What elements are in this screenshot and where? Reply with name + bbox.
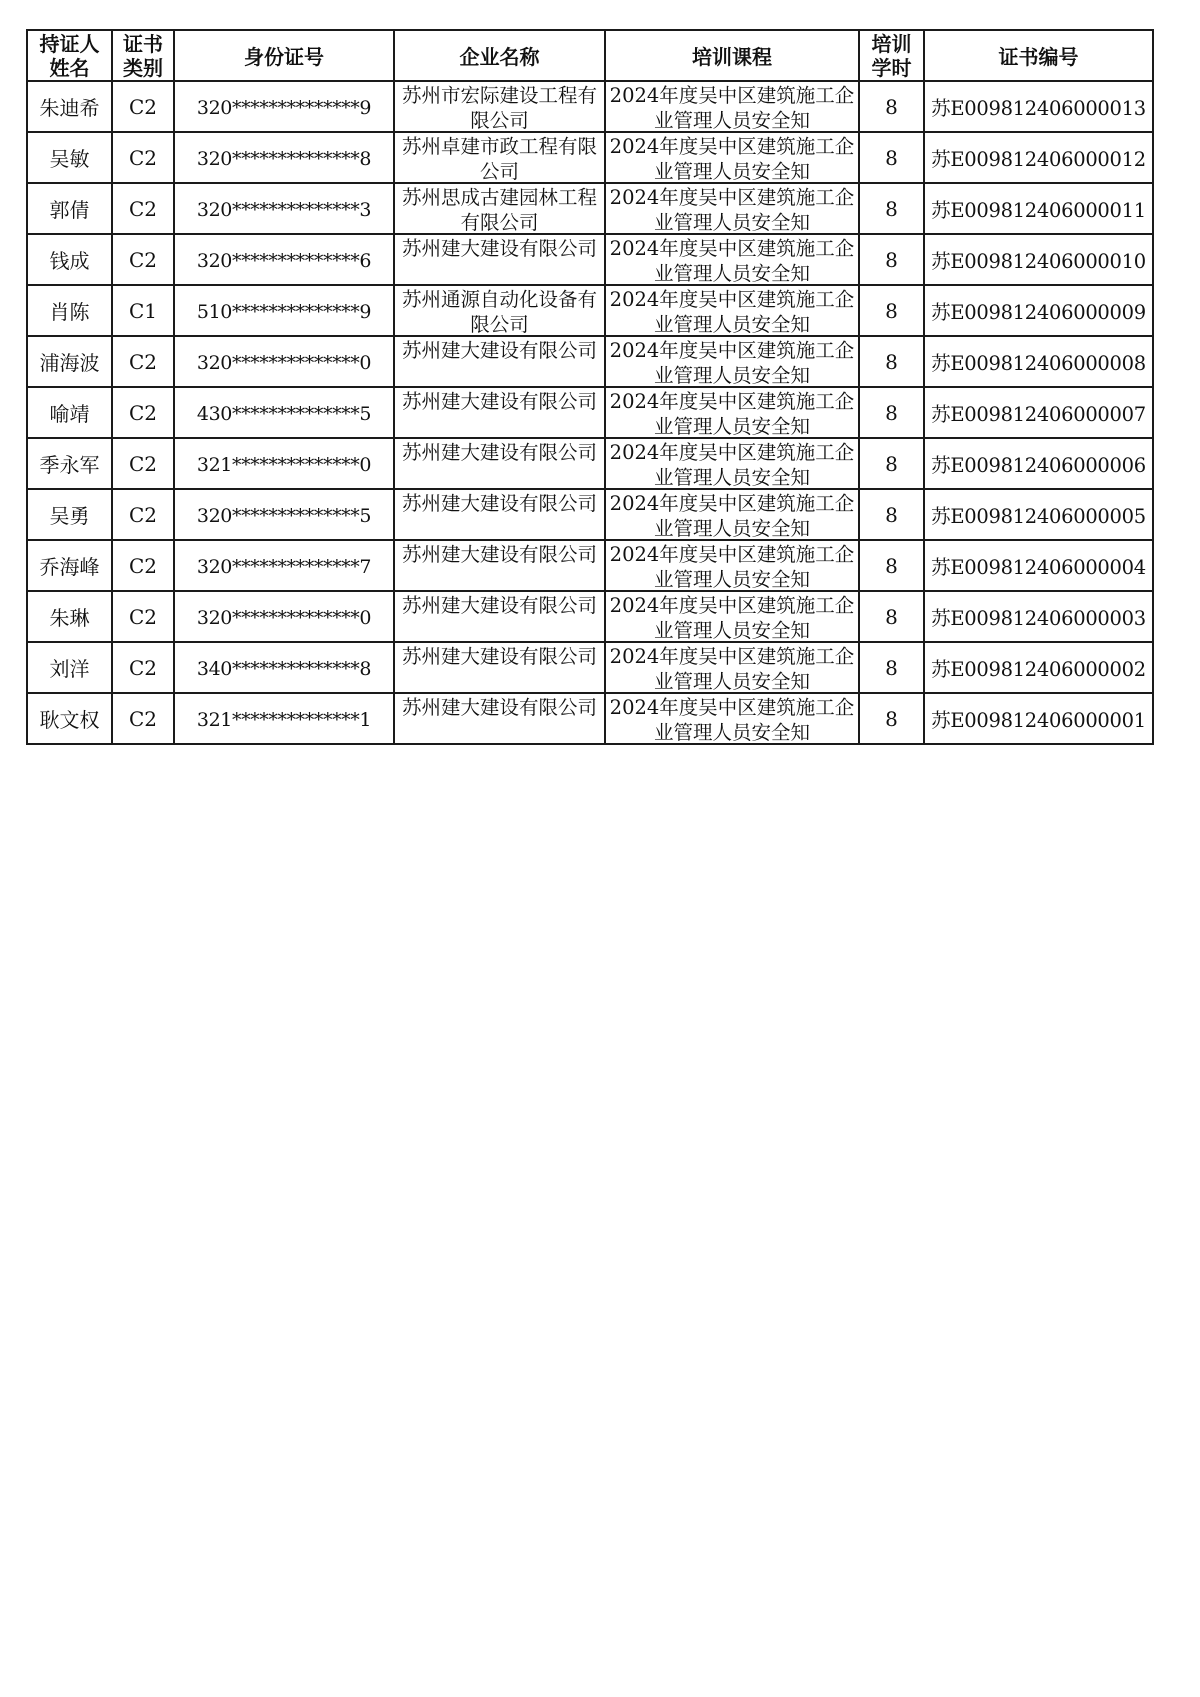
table-row [27, 438, 1153, 489]
cell-holder-name [27, 642, 112, 693]
cell-id-number-text: 320**************0 [196, 351, 372, 374]
cell-course [605, 234, 859, 285]
cell-cert-number-text: 苏E009812406000007 [931, 402, 1146, 426]
cell-course [605, 540, 859, 591]
cell-course [605, 183, 859, 234]
cell-cert-category-text: C2 [128, 196, 158, 221]
cell-id-number-text: 321**************1 [196, 708, 372, 731]
cell-holder-name-text: 朱迪希 [39, 96, 100, 120]
cell-id-number [174, 489, 394, 540]
cell-company [394, 132, 605, 183]
table-row [27, 642, 1153, 693]
header-holder-name-line2: 姓名 [49, 56, 90, 80]
cell-course-text: 2024年度吴中区建筑施工企业管理人员安全知 [609, 186, 855, 232]
cell-holder-name [27, 336, 112, 387]
cell-holder-name-text: 吴敏 [49, 147, 90, 171]
table-row [27, 336, 1153, 387]
cell-holder-name [27, 540, 112, 591]
cell-company-text: 苏州建大建设有限公司 [401, 594, 597, 617]
cell-training-hours-text: 8 [885, 94, 898, 119]
cell-cert-category [112, 387, 174, 438]
cell-id-number-text: 320**************6 [196, 249, 372, 272]
cell-training-hours [859, 81, 924, 132]
cell-course [605, 387, 859, 438]
cell-training-hours [859, 234, 924, 285]
cell-cert-number [924, 387, 1153, 438]
cell-holder-name-text: 季永军 [39, 453, 100, 477]
cell-id-number-text: 321**************0 [196, 453, 372, 476]
cell-training-hours [859, 693, 924, 744]
cell-cert-category [112, 336, 174, 387]
cell-holder-name [27, 132, 112, 183]
cell-training-hours-text: 8 [885, 298, 898, 323]
cell-course-text: 2024年度吴中区建筑施工企业管理人员安全知 [609, 135, 855, 181]
cell-cert-category [112, 234, 174, 285]
cell-id-number [174, 693, 394, 744]
cell-cert-category-text: C2 [128, 247, 158, 272]
cell-cert-category [112, 591, 174, 642]
cell-holder-name [27, 693, 112, 744]
header-cert-number: 证书编号 [924, 30, 1153, 81]
cell-company-text: 苏州市宏际建设工程有限公司 [401, 84, 597, 130]
cell-holder-name [27, 234, 112, 285]
cell-course-text: 2024年度吴中区建筑施工企业管理人员安全知 [609, 390, 855, 436]
cell-company [394, 285, 605, 336]
cell-holder-name [27, 591, 112, 642]
header-cert-category-line1: 证书 [123, 32, 163, 56]
cell-id-number [174, 540, 394, 591]
cell-cert-number-text: 苏E009812406000004 [931, 555, 1146, 579]
cell-course-text: 2024年度吴中区建筑施工企业管理人员安全知 [609, 441, 855, 487]
cell-id-number [174, 132, 394, 183]
cell-company-text: 苏州建大建设有限公司 [401, 339, 597, 362]
cell-course [605, 642, 859, 693]
cell-training-hours-text: 8 [885, 145, 898, 170]
cell-company [394, 540, 605, 591]
cell-company-text: 苏州卓建市政工程有限公司 [401, 135, 597, 181]
cell-id-number-text: 320**************0 [196, 606, 372, 629]
cell-cert-number [924, 285, 1153, 336]
cell-course [605, 285, 859, 336]
header-row [27, 30, 1153, 81]
cell-cert-category [112, 642, 174, 693]
cell-cert-number [924, 489, 1153, 540]
cell-cert-category [112, 81, 174, 132]
table-row [27, 591, 1153, 642]
cell-id-number [174, 387, 394, 438]
cell-holder-name [27, 387, 112, 438]
cell-course [605, 132, 859, 183]
cell-holder-name-text: 喻靖 [49, 402, 90, 426]
cell-cert-number [924, 81, 1153, 132]
cell-holder-name [27, 81, 112, 132]
cell-cert-category [112, 438, 174, 489]
cell-cert-number-text: 苏E009812406000009 [931, 300, 1146, 324]
table-row [27, 183, 1153, 234]
cell-company [394, 693, 605, 744]
cell-training-hours-text: 8 [885, 604, 898, 629]
cell-training-hours-text: 8 [885, 706, 898, 731]
cell-training-hours [859, 438, 924, 489]
cell-company [394, 489, 605, 540]
cell-id-number-text: 320**************5 [196, 504, 372, 527]
cell-cert-number-text: 苏E009812406000010 [931, 249, 1146, 273]
cell-cert-number [924, 591, 1153, 642]
header-training-hours [859, 30, 924, 81]
certificate-roster-sheet [26, 29, 1154, 745]
cell-training-hours [859, 183, 924, 234]
cell-company [394, 183, 605, 234]
cell-id-number-text: 320**************7 [196, 555, 372, 578]
cell-course [605, 591, 859, 642]
cell-company-text: 苏州建大建设有限公司 [401, 237, 597, 260]
cell-training-hours-text: 8 [885, 502, 898, 527]
cell-training-hours-text: 8 [885, 655, 898, 680]
cell-training-hours-text: 8 [885, 247, 898, 272]
header-holder-name-line1: 持证人 [39, 32, 100, 56]
cell-holder-name-text: 浦海波 [39, 351, 100, 375]
cell-course [605, 81, 859, 132]
cell-id-number-text: 320**************9 [196, 96, 372, 119]
cell-company [394, 234, 605, 285]
cell-holder-name-text: 郭倩 [49, 198, 90, 222]
cell-id-number [174, 591, 394, 642]
cell-id-number-text: 320**************8 [196, 147, 372, 170]
cell-cert-category [112, 693, 174, 744]
cell-cert-number [924, 183, 1153, 234]
cell-course-text: 2024年度吴中区建筑施工企业管理人员安全知 [609, 339, 855, 385]
header-company: 企业名称 [394, 30, 605, 81]
cell-training-hours-text: 8 [885, 196, 898, 221]
cell-training-hours-text: 8 [885, 553, 898, 578]
cell-company-text: 苏州思成古建园林工程有限公司 [401, 186, 597, 232]
cell-id-number [174, 234, 394, 285]
cell-training-hours-text: 8 [885, 400, 898, 425]
cell-id-number-text: 320**************3 [196, 198, 372, 221]
cell-cert-category [112, 540, 174, 591]
cell-cert-category-text: C2 [128, 553, 158, 578]
cell-training-hours [859, 642, 924, 693]
cell-cert-category-text: C1 [128, 298, 158, 323]
header-cert-category-line2: 类别 [123, 56, 163, 80]
cell-course-text: 2024年度吴中区建筑施工企业管理人员安全知 [609, 543, 855, 589]
cell-company-text: 苏州建大建设有限公司 [401, 696, 597, 719]
table-row [27, 81, 1153, 132]
cell-cert-number-text: 苏E009812406000005 [931, 504, 1146, 528]
cell-cert-category [112, 183, 174, 234]
cell-course [605, 336, 859, 387]
cell-cert-category-text: C2 [128, 145, 158, 170]
cell-holder-name [27, 489, 112, 540]
cell-company-text: 苏州建大建设有限公司 [401, 492, 597, 515]
header-id-number: 身份证号 [174, 30, 394, 81]
cell-company-text: 苏州通源自动化设备有限公司 [401, 288, 597, 334]
cell-cert-number-text: 苏E009812406000001 [931, 708, 1146, 732]
cell-course-text: 2024年度吴中区建筑施工企业管理人员安全知 [609, 492, 855, 538]
cell-id-number-text: 430**************5 [196, 402, 372, 425]
cell-holder-name [27, 183, 112, 234]
cell-cert-number [924, 642, 1153, 693]
cell-holder-name-text: 朱琳 [49, 606, 90, 630]
table-row [27, 387, 1153, 438]
cell-cert-category-text: C2 [128, 349, 158, 374]
cell-cert-number-text: 苏E009812406000006 [931, 453, 1146, 477]
cell-company-text: 苏州建大建设有限公司 [401, 645, 597, 668]
cell-training-hours [859, 489, 924, 540]
cell-holder-name-text: 乔海峰 [39, 555, 100, 579]
cell-cert-number [924, 693, 1153, 744]
roster-body [27, 81, 1153, 744]
cell-cert-number-text: 苏E009812406000003 [931, 606, 1146, 630]
table-row [27, 132, 1153, 183]
cell-holder-name-text: 钱成 [49, 249, 90, 273]
cell-cert-category [112, 489, 174, 540]
cell-course-text: 2024年度吴中区建筑施工企业管理人员安全知 [609, 594, 855, 640]
cell-course [605, 438, 859, 489]
cell-cert-number-text: 苏E009812406000002 [931, 657, 1146, 681]
table-row [27, 234, 1153, 285]
cell-holder-name-text: 刘洋 [49, 657, 90, 681]
cell-cert-number [924, 438, 1153, 489]
cell-cert-category-text: C2 [128, 655, 158, 680]
cell-cert-category-text: C2 [128, 604, 158, 629]
cell-cert-category-text: C2 [128, 400, 158, 425]
cell-training-hours [859, 132, 924, 183]
header-holder-name [27, 30, 112, 81]
cell-training-hours [859, 336, 924, 387]
cell-company [394, 81, 605, 132]
cell-cert-number [924, 336, 1153, 387]
cell-course-text: 2024年度吴中区建筑施工企业管理人员安全知 [609, 237, 855, 283]
cell-id-number [174, 336, 394, 387]
cell-company [394, 336, 605, 387]
cell-id-number [174, 642, 394, 693]
cell-holder-name-text: 吴勇 [49, 504, 90, 528]
cell-cert-category [112, 132, 174, 183]
cell-id-number [174, 81, 394, 132]
cell-cert-category [112, 285, 174, 336]
cell-course-text: 2024年度吴中区建筑施工企业管理人员安全知 [609, 645, 855, 691]
cell-company-text: 苏州建大建设有限公司 [401, 441, 597, 464]
cell-course-text: 2024年度吴中区建筑施工企业管理人员安全知 [609, 288, 855, 334]
cell-course [605, 489, 859, 540]
header-training-hours-line1: 培训 [871, 32, 912, 56]
cell-cert-category-text: C2 [128, 94, 158, 119]
table-row [27, 285, 1153, 336]
cell-company [394, 438, 605, 489]
cell-training-hours-text: 8 [885, 349, 898, 374]
cell-company [394, 387, 605, 438]
cell-holder-name-text: 耿文权 [39, 708, 100, 732]
table-row [27, 540, 1153, 591]
header-cert-category [112, 30, 174, 81]
cell-training-hours [859, 285, 924, 336]
cell-course-text: 2024年度吴中区建筑施工企业管理人员安全知 [609, 696, 855, 742]
certificate-roster-table [26, 29, 1154, 745]
cell-holder-name-text: 肖陈 [49, 300, 90, 324]
cell-holder-name [27, 285, 112, 336]
cell-training-hours [859, 387, 924, 438]
table-row [27, 489, 1153, 540]
cell-holder-name [27, 438, 112, 489]
cell-training-hours-text: 8 [885, 451, 898, 476]
cell-cert-number [924, 132, 1153, 183]
cell-company [394, 591, 605, 642]
cell-id-number [174, 285, 394, 336]
cell-cert-category-text: C2 [128, 706, 158, 731]
cell-cert-number-text: 苏E009812406000011 [931, 198, 1146, 222]
cell-id-number [174, 183, 394, 234]
cell-id-number-text: 340**************8 [196, 657, 372, 680]
cell-cert-number-text: 苏E009812406000013 [931, 96, 1146, 120]
cell-training-hours [859, 540, 924, 591]
header-training-hours-line2: 学时 [871, 56, 912, 80]
cell-cert-number-text: 苏E009812406000008 [931, 351, 1146, 375]
table-row [27, 693, 1153, 744]
cell-training-hours [859, 591, 924, 642]
header-course: 培训课程 [605, 30, 859, 81]
cell-company [394, 642, 605, 693]
cell-cert-category-text: C2 [128, 451, 158, 476]
cell-id-number-text: 510**************9 [196, 300, 372, 323]
cell-company-text: 苏州建大建设有限公司 [401, 390, 597, 413]
cell-cert-number [924, 234, 1153, 285]
cell-course [605, 693, 859, 744]
cell-cert-number-text: 苏E009812406000012 [931, 147, 1146, 171]
cell-cert-category-text: C2 [128, 502, 158, 527]
cell-id-number [174, 438, 394, 489]
cell-cert-number [924, 540, 1153, 591]
cell-course-text: 2024年度吴中区建筑施工企业管理人员安全知 [609, 84, 855, 130]
cell-company-text: 苏州建大建设有限公司 [401, 543, 597, 566]
